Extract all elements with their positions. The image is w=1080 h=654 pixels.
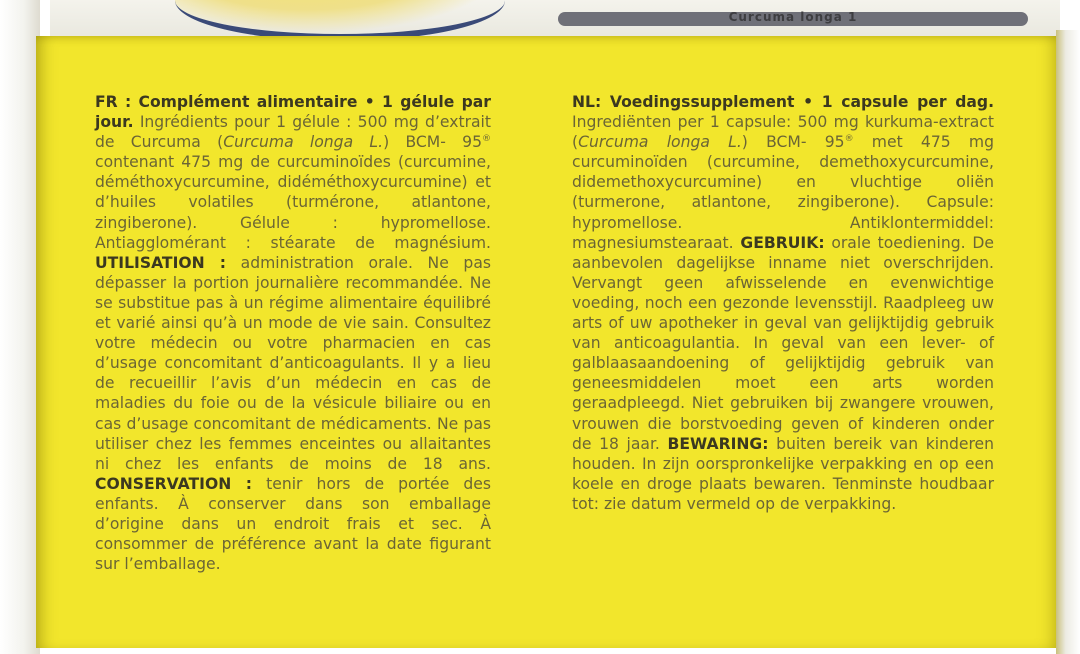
nl-ingredients-rest: ) BCM- 95 (741, 133, 845, 152)
fr-ingredients-body: contenant 475 mg de curcuminoïdes (curcumine, déméthoxycurcumine, didéméthoxycurcumine) et d’huiles volatiles (turmérone, atlantone, zingiberone). Gélule : hypromellose. Antiagglomérant : stéarate de magnésium. (95, 153, 491, 252)
dutch-text-column (572, 92, 994, 514)
top-label-band (558, 12, 1028, 26)
nl-ingredients-body: met 475 mg curcuminoïden (curcumine, demethoxycurcumine, didemethoxycurcumine) en vluchtige oliën (turmerone, atlantone, zingiberone). Capsule: hypromellose. Antiklontermiddel: magnesiumstearaat. (572, 133, 995, 252)
swoosh-graphic (175, 0, 505, 38)
nl-usage-text: orale toediening. De aanbevolen dagelijkse inname niet overschrijden. Vervangt geen afwisselende en evenwichtige voeding, noch een gezonde levensstijl. Raadpleeg uw arts of uw apotheker in geval van gelijktijdig gebruik van anticoagulantia. In geval van een lever- of galblaasaandoening of gelijktijdig gebruik van geneesmiddelen moet een arts worden geraadpleegd. Niet gebruiken bij zwangere vrouwen, vrouwen die borstvoeding geven of kinderen onder de 18 jaar. (572, 233, 994, 453)
nl-registered-mark: ® (844, 134, 854, 144)
nl-ingredients-intro: Ingrediënten per 1 capsule: 500 mg kurkuma-extract ( (572, 113, 994, 152)
box-right-side (1056, 30, 1080, 654)
fr-heading: FR : Complément alimentaire • 1 gélule par jour. (95, 93, 491, 132)
nl-usage-label: GEBRUIK: (740, 233, 825, 252)
fr-storage-label: CONSERVATION : (95, 474, 253, 493)
box-left-side (0, 0, 40, 654)
box-top-flap (50, 0, 1060, 38)
fr-usage-label: UTILISATION : (95, 253, 227, 272)
nl-storage-text: buiten bereik van kinderen houden. In zijn oorspronkelijke verpakking en op een koele en droge plaats bewaren. Tenminste houdbaar tot: zie datum vermeld op de verpakking. (572, 434, 994, 513)
top-label-text: Curcuma longa 1 (728, 10, 858, 24)
french-text-column (95, 92, 491, 574)
fr-storage-text: tenir hors de portée des enfants. À conserver dans son emballage d’origine dans un endroit frais et sec. À consommer de préférence avant la date figurant sur l’emballage. (95, 474, 491, 574)
nl-storage-label: BEWARING: (667, 434, 769, 453)
fr-ingredients-intro: Ingrédients pour 1 gélule : 500 mg d’extrait de Curcuma ( (95, 113, 491, 152)
fr-ingredients-rest: ) BCM- 95 (383, 133, 482, 152)
fr-latin-name: Curcuma longa L. (223, 133, 384, 152)
nl-latin-name: Curcuma longa L. (578, 133, 742, 152)
fr-usage-text: administration orale. Ne pas dépasser la portion journalière recommandée. Ne se substitue pas à un régime alimentaire équilibré et varié ainsi qu’à un mode de vie sain. Consultez votre médecin ou votre pharmacien en cas d’usage concomitant d’anticoagulants. Il y a lieu de recueillir l’avis d’un médecin en cas de maladies du foie ou de la vésicule biliaire ou en cas d’usage concomitant de médicaments. Ne pas utiliser chez les femmes enceintes ou allaitantes ni chez les enfants de moins de 18 ans. (95, 253, 492, 473)
nl-heading: NL: Voedingssupplement • 1 capsule per dag. (572, 93, 994, 111)
fr-registered-mark: ® (482, 134, 491, 144)
